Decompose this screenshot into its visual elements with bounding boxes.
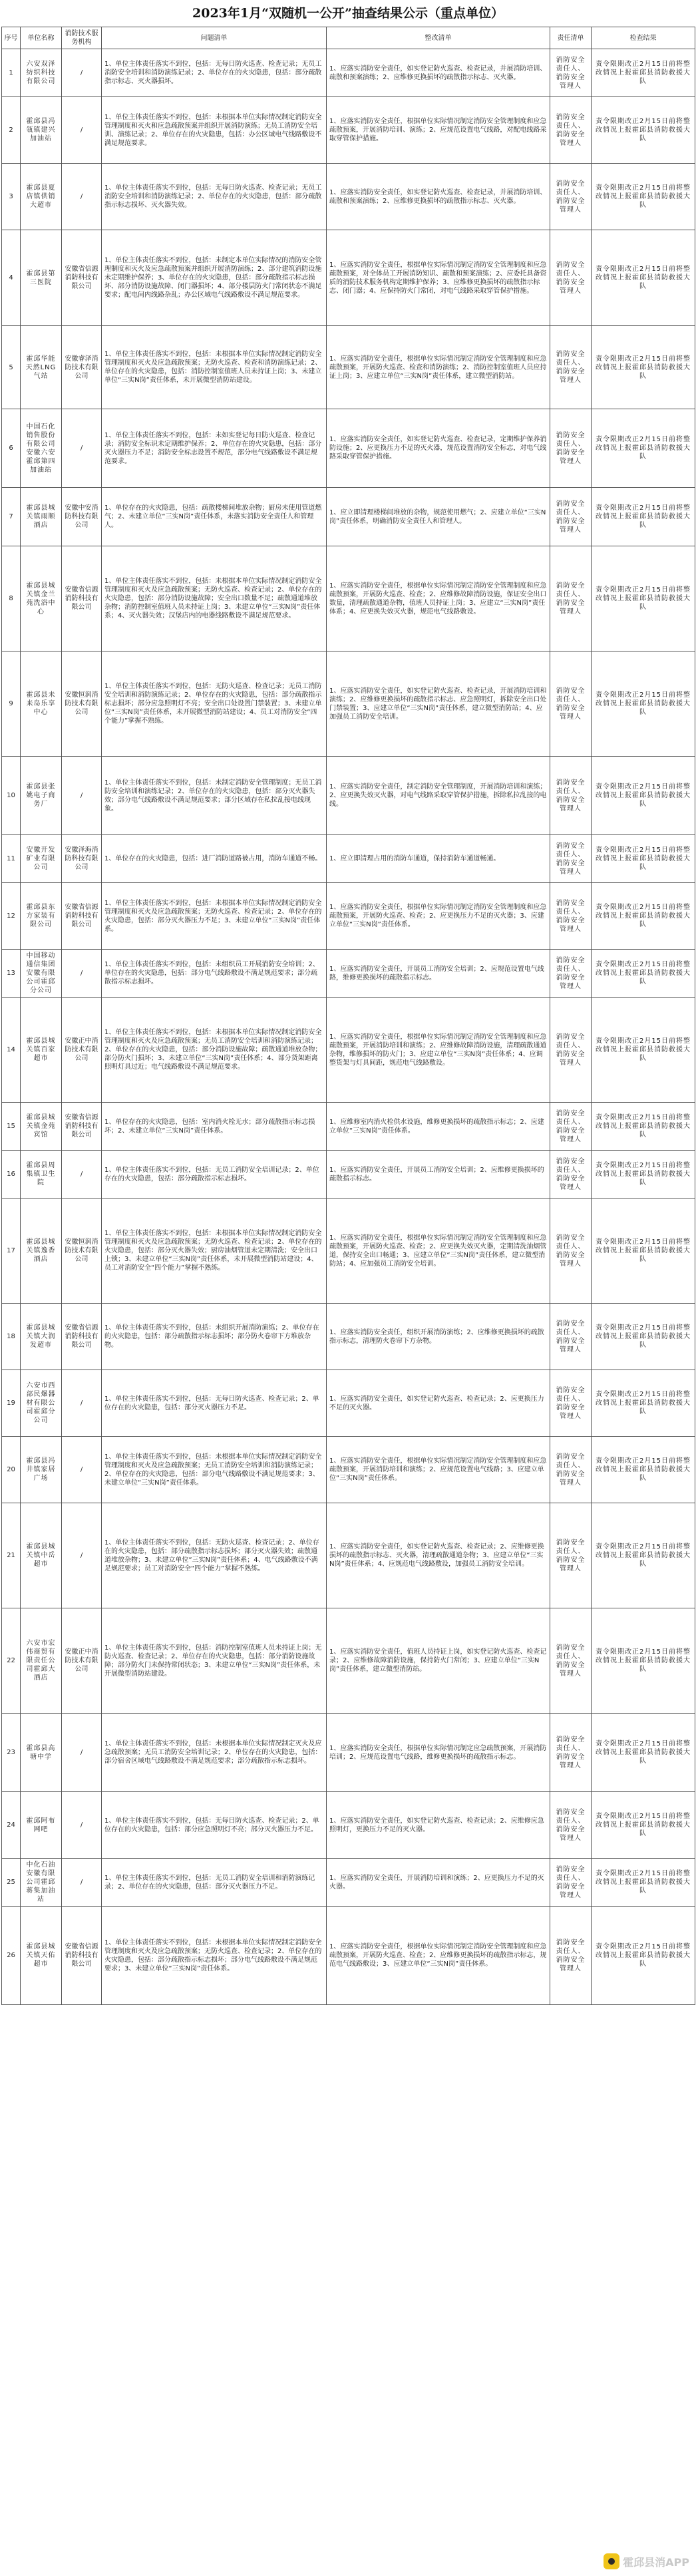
problem-list: 1、单位主体责任落实不到位，包括：无防火巡查、检查记录；无员工消防安全培训和消防演练记录；2、单位存在的火灾隐患，包括：部分疏散指示标志损坏；部分应急照明灯不亮；安全出口处设置门禁装置；3、未建立单位“三实N岗”责任体系，未开展微型消防站建设；4、员工对消防安全“四个能力”掌握不熟练。 <box>102 651 327 757</box>
unit-name: 霍邱县冯瓴镇建兴加油站 <box>21 97 62 164</box>
row-index: 20 <box>2 1437 21 1503</box>
unit-name: 霍邱县城关镇逸香酒店 <box>21 1198 62 1304</box>
service-agency: 安徽省信源消防科技有限公司 <box>62 1103 102 1151</box>
row-index: 22 <box>2 1608 21 1714</box>
problem-list: 1、单位主体责任落实不到位，包括：无每日防火巡查、检查记录；无员工消防安全培训和消防演练记录；2、单位存在的火灾隐患，包括：部分疏散指示标志损坏、灭火器失效。 <box>102 164 327 230</box>
responsibility-list: 消防安全责任人、消防安全管理人 <box>550 1103 592 1151</box>
rectification-list: 1、应落实消防安全责任，开展消防培训和演练；2、应更换压力不足的灭火器。 <box>327 1859 550 1907</box>
service-agency: / <box>62 1503 102 1608</box>
responsibility-list: 消防安全责任人、消防安全管理人 <box>550 230 592 326</box>
table-row <box>2 1198 695 1304</box>
table-row <box>2 1792 695 1859</box>
check-result: 责令限期改正2月15日前将整改情况上报霍邱县消防救援大队 <box>592 1608 695 1714</box>
row-index: 23 <box>2 1714 21 1792</box>
rectification-list: 1、应落实消防安全责任，值班人员持证上岗，如实登记防火巡查、检查记录；2、应维修故障消防设施，保持防火门常闭；3、应建立单位“三实N岗”责任体系，建立微型消防站。 <box>327 1608 550 1714</box>
row-index: 11 <box>2 835 21 883</box>
problem-list: 1、单位主体责任落实不到位，包括：未根据本单位实际情况制定消防安全管理制度和灭火及应急疏散预案；无员工消防安全培训和消防演练记录；2、单位存在的火灾隐患，包括：部分消防设施故障；疏散通道堆放杂物；部分防火门损坏；3、未建立单位“三实N岗”责任体系；4、部分货架距离照明灯具过近；电气线路敷设不满足规范要求。 <box>102 998 327 1103</box>
responsibility-list: 消防安全责任人、消防安全管理人 <box>550 1792 592 1859</box>
service-agency: / <box>62 1370 102 1437</box>
rectification-list: 1、应落实消防安全责任，根据单位实际情况制定消防安全管理制度和应急疏散预案，开展防火巡查、检查；2、应维修更换损坏的疏散指示标志，规范电气线路敷设；3、应建立单位“三实N岗”责任体系。 <box>327 1907 550 2005</box>
responsibility-list: 消防安全责任人、消防安全管理人 <box>550 409 592 488</box>
rectification-list: 1、应落实消防安全责任，如实登记防火巡查、检查记录；2、应更换压力不足的灭火器。 <box>327 1370 550 1437</box>
check-result: 责令限期改正2月15日前将整改情况上报霍邱县消防救援大队 <box>592 1907 695 2005</box>
rectification-list: 1、应落实消防安全责任，根据单位实际情况制定消防安全管理制度和应急疏散预案，对全体员工开展消防知识、疏散和预案演练；2、应委托具备资质的消防技术服务机构定期维护保养；3、应维修更换损坏的疏散指示标志、闭门器；4、应保持防火门常闭，对电气线路采取穿管保护措施。 <box>327 230 550 326</box>
service-agency: / <box>62 757 102 835</box>
check-result: 责令限期改正2月15日前将整改情况上报霍邱县消防救援大队 <box>592 1503 695 1608</box>
column-header-problems: 问题清单 <box>102 27 327 49</box>
unit-name: 中国移动通信集团安徽有限公司霍邱分公司 <box>21 950 62 998</box>
responsibility-list: 消防安全责任人、消防安全管理人 <box>550 1503 592 1608</box>
table-row <box>2 1608 695 1714</box>
unit-name: 中国石化销售股份有限公司安徽六安霍邱第四加油站 <box>21 409 62 488</box>
app-logo-icon <box>604 2553 619 2569</box>
check-result: 责令限期改正2月15日前将整改情况上报霍邱县消防救援大队 <box>592 546 695 651</box>
service-agency: 安徽恒润消防技术有限公司 <box>62 651 102 757</box>
problem-list: 1、单位主体责任落实不到位，包括：无每日防火巡查、检查记录；2、单位存在的火灾隐患，包括：部分应急照明灯不亮；部分灭火器压力不足。 <box>102 1792 327 1859</box>
unit-name: 霍邱县城关镇天佑超市 <box>21 1907 62 2005</box>
service-agency: 安徽睿泽消防技术有限公司 <box>62 326 102 409</box>
unit-name: 霍邱县城关镇雨顺酒店 <box>21 488 62 546</box>
responsibility-list: 消防安全责任人、消防安全管理人 <box>550 1370 592 1437</box>
row-index: 16 <box>2 1151 21 1198</box>
check-result: 责令限期改正2月15日前将整改情况上报霍邱县消防救援大队 <box>592 835 695 883</box>
check-result: 责令限期改正2月15日前将整改情况上报霍邱县消防救援大队 <box>592 1437 695 1503</box>
row-index: 9 <box>2 651 21 757</box>
rectification-list: 1、应落实消防安全责任，根据单位实际情况制定消防安全管理制度和应急疏散预案，开展防火巡查、检查；2、应维修故障消防设施，保证安全出口数量，清理疏散通道杂物，值班人员持证上岗；3、应建立“三实N岗”责任体系；4、应更换失效灭火器，规范电气线路敷设。 <box>327 546 550 651</box>
unit-name: 霍邱县冯井镇家居广场 <box>21 1437 62 1503</box>
rectification-list: 1、应立即清理占用的消防车通道，保持消防车通道畅通。 <box>327 835 550 883</box>
check-result: 责令限期改正2月15日前将整改情况上报霍邱县消防救援大队 <box>592 883 695 950</box>
problem-list: 1、单位主体责任落实不到位，包括：未组织开展消防演练；2、单位存在的火灾隐患，包括：部分疏散指示标志损坏；部分防火卷帘下方堆放杂物。 <box>102 1304 327 1370</box>
table-row <box>2 1859 695 1907</box>
check-result: 责令限期改正2月15日前将整改情况上报霍邱县消防救援大队 <box>592 1304 695 1370</box>
service-agency: 安徽省信源消防科技有限公司 <box>62 883 102 950</box>
problem-list: 1、单位主体责任落实不到位，包括：未根据本单位实际情况制定消防安全管理制度和灭火和应急疏散预案并组织开展消防演练；无员工消防安全培训、演练记录；2、单位存在的火灾隐患，包括：办公区域电气线路敷设不满足规范要求。 <box>102 97 327 164</box>
table-row <box>2 546 695 651</box>
responsibility-list: 消防安全责任人、消防安全管理人 <box>550 998 592 1103</box>
check-result: 责令限期改正2月15日前将整改情况上报霍邱县消防救援大队 <box>592 1370 695 1437</box>
rectification-list: 1、应落实消防安全责任，如实登记防火巡查、检查记录，定期维护保养消防设施；2、应更换压力不足的灭火器，规范设置消防安全标志，对电气线路采取穿管保护措施。 <box>327 409 550 488</box>
table-row <box>2 998 695 1103</box>
responsibility-list: 消防安全责任人、消防安全管理人 <box>550 1714 592 1792</box>
rectification-list: 1、应落实消防安全责任，根据单位实际情况制定消防安全管理制度和应急疏散预案，开展防火巡查、检查；2、应更换压力不足的灭火器；3、应建立单位“三实N岗”责任体系。 <box>327 883 550 950</box>
row-index: 2 <box>2 97 21 164</box>
responsibility-list: 消防安全责任人、消防安全管理人 <box>550 1151 592 1198</box>
check-result: 责令限期改正2月15日前将整改情况上报霍邱县消防救援大队 <box>592 1792 695 1859</box>
unit-name: 霍邱县夏店镇供销大超市 <box>21 164 62 230</box>
responsibility-list: 消防安全责任人、消防安全管理人 <box>550 1198 592 1304</box>
row-index: 19 <box>2 1370 21 1437</box>
responsibility-list: 消防安全责任人、消防安全管理人 <box>550 1437 592 1503</box>
row-index: 13 <box>2 950 21 998</box>
table-row <box>2 1503 695 1608</box>
service-agency: 安徽省信源消防科技有限公司 <box>62 1304 102 1370</box>
service-agency: 安徽省信源消防科技有限公司 <box>62 546 102 651</box>
problem-list: 1、单位主体责任落实不到位，包括：无每日防火巡查、检查记录；无员工消防安全培训和消防演练记录；2、单位存在的火灾隐患，包括：部分疏散指示标志、灭火器损坏。 <box>102 49 327 97</box>
responsibility-list: 消防安全责任人、消防安全管理人 <box>550 1304 592 1370</box>
column-header-rectification: 整改清单 <box>327 27 550 49</box>
problem-list: 1、单位主体责任落实不到位，包括：无员工消防安全培训记录；2、单位存在的火灾隐患，包括：部分疏散指示标志损坏。 <box>102 1151 327 1198</box>
row-index: 3 <box>2 164 21 230</box>
row-index: 25 <box>2 1859 21 1907</box>
problem-list: 1、单位主体责任落实不到位，包括：无每日防火巡查、检查记录；2、单位存在的火灾隐患，包括：部分灭火器压力不足。 <box>102 1370 327 1437</box>
service-agency: 安徽泽海消防科技有限公司 <box>62 835 102 883</box>
check-result: 责令限期改正2月15日前将整改情况上报霍邱县消防救援大队 <box>592 49 695 97</box>
unit-name: 六安市宏伟商贸有限责任公司霍邱大酒店 <box>21 1608 62 1714</box>
row-index: 6 <box>2 409 21 488</box>
column-header-result: 检查结果 <box>592 27 695 49</box>
rectification-list: 1、应落实消防安全责任，组织开展消防演练；2、应维修更换损坏的疏散指示标志，清理防火卷帘下方杂物。 <box>327 1304 550 1370</box>
problem-list: 1、单位主体责任落实不到位，包括：未根据本单位实际情况制定消防安全管理制度和灭火及应急疏散预案；无防火巡查、检查记录；2、单位存在的火灾隐患，包括：部分疏散指示标志损坏；部分电气线路敷设不满足规范要求；3、未建立单位“三实N岗”责任体系。 <box>102 1907 327 2005</box>
row-index: 15 <box>2 1103 21 1151</box>
rectification-list: 1、应落实消防安全责任，开展员工消防安全培训；2、应规范设置电气线路，维修更换损坏的疏散指示标志。 <box>327 950 550 998</box>
unit-name: 霍邱县未来岛乐享中心 <box>21 651 62 757</box>
page-title: 2023年1月“双随机一公开”抽查结果公示（重点单位） <box>192 6 504 21</box>
check-result: 责令限期改正2月15日前将整改情况上报霍邱县消防救援大队 <box>592 1198 695 1304</box>
rectification-list: 1、应落实消防安全责任，开展员工消防安全培训；2、应维修更换损坏的疏散指示标志。 <box>327 1151 550 1198</box>
service-agency: / <box>62 49 102 97</box>
table-row <box>2 230 695 326</box>
table-row <box>2 883 695 950</box>
problem-list: 1、单位主体责任落实不到位，包括：未根据本单位实际情况制定消防安全管理制度和灭火及应急疏散预案；无防火巡查、检查记录；2、单位存在的火灾隐患，包括：部分消防设施故障；安全出口数量不足；疏散通道堆放杂物；消防控制室值班人员未持证上岗；3、未建立单位“三实N岗”责任体系；4、灭火器失效；汉堡店内的电器线路敷设不满足规范要求。 <box>102 546 327 651</box>
responsibility-list: 消防安全责任人、消防安全管理人 <box>550 1907 592 2005</box>
service-agency: / <box>62 1859 102 1907</box>
rectification-list: 1、应落实消防安全责任，根据单位实际情况制定消防安全管理制度和应急疏散预案，开展消防培训和演练；2、应规范设置电气线路；3、应建立单位“三实N岗”责任体系。 <box>327 1437 550 1503</box>
check-result: 责令限期改正2月15日前将整改情况上报霍邱县消防救援大队 <box>592 1714 695 1792</box>
unit-name: 六安双泽纺织科技有限公司 <box>21 49 62 97</box>
responsibility-list: 消防安全责任人、消防安全管理人 <box>550 950 592 998</box>
column-header-unit: 单位名称 <box>21 27 62 49</box>
rectification-list: 1、应落实消防安全责任，根据单位实际情况制定消防安全管理制度和应急疏散预案，开展消防培训和演练；2、应维修故障消防设施，清理疏散通道杂物，维修损坏的防火门；3、应建立单位“三实N岗”责任体系；4、应调整货架与灯具间距，规范电气线路敷设。 <box>327 998 550 1103</box>
check-result: 责令限期改正2月15日前将整改情况上报霍邱县消防救援大队 <box>592 97 695 164</box>
row-index: 12 <box>2 883 21 950</box>
check-result: 责令限期改正2月15日前将整改情况上报霍邱县消防救援大队 <box>592 950 695 998</box>
row-index: 8 <box>2 546 21 651</box>
table-row <box>2 1370 695 1437</box>
row-index: 5 <box>2 326 21 409</box>
table-row <box>2 1907 695 2005</box>
check-result: 责令限期改正2月15日前将整改情况上报霍邱县消防救援大队 <box>592 230 695 326</box>
rectification-list: 1、应落实消防安全责任，根据单位实际情况制定消防安全管理制度和应急疏散预案，开展防火巡查、检查和消防演练；2、消防控制室值班人员应持证上岗；3、应建立单位“三实N岗”责任体系，建立微型消防站。 <box>327 326 550 409</box>
table-body <box>2 49 695 2005</box>
responsibility-list: 消防安全责任人、消防安全管理人 <box>550 835 592 883</box>
responsibility-list: 消防安全责任人、消防安全管理人 <box>550 883 592 950</box>
table-row <box>2 950 695 998</box>
service-agency: 安徽正中消防技术有限公司 <box>62 998 102 1103</box>
responsibility-list: 消防安全责任人、消防安全管理人 <box>550 49 592 97</box>
service-agency: / <box>62 1151 102 1198</box>
rectification-list: 1、应落实消防安全责任，如实登记防火巡查、检查记录，并展消防培训、疏散和预案演练；2、应维修更换损坏的疏散指示标志、灭火器。 <box>327 164 550 230</box>
unit-name: 霍邱县城关镇金兰苑洗浴中心 <box>21 546 62 651</box>
table-row <box>2 97 695 164</box>
responsibility-list: 消防安全责任人、消防安全管理人 <box>550 1608 592 1714</box>
row-index: 4 <box>2 230 21 326</box>
row-index: 24 <box>2 1792 21 1859</box>
responsibility-list: 消防安全责任人、消防安全管理人 <box>550 651 592 757</box>
unit-name: 霍邱县城关镇中岳超市 <box>21 1503 62 1608</box>
row-index: 7 <box>2 488 21 546</box>
problem-list: 1、单位主体责任落实不到位，包括：未根据本单位实际情况制定消防安全管理制度和灭火及应急疏散预案；无防火巡查、检查记录；2、单位存在的火灾隐患，包括：部分灭火器失效；厨房油烟管道未定期清洗；安全出口上锁；3、未建立单位“三实N岗”责任体系，未开展微型消防站建设；4、员工对消防安全“四个能力”掌握不熟练。 <box>102 1198 327 1304</box>
watermark <box>604 2553 689 2569</box>
unit-name: 霍邱县周集镇卫生院 <box>21 1151 62 1198</box>
problem-list: 1、单位主体责任落实不到位，包括：未组织员工开展消防安全培训；2、单位存在的火灾隐患，包括：部分电气线路敷设不满足规范要求；部分疏散指示标志损坏。 <box>102 950 327 998</box>
row-index: 14 <box>2 998 21 1103</box>
check-result: 责令限期改正2月15日前将整改情况上报霍邱县消防救援大队 <box>592 164 695 230</box>
responsibility-list: 消防安全责任人、消防安全管理人 <box>550 326 592 409</box>
rectification-list: 1、应落实消防安全责任，根据单位实际情况制定消防安全管理制度和应急疏散预案，开展消防培训、演练；2、应规范设置电气线路，对配电线路采取穿管保护措施。 <box>327 97 550 164</box>
problem-list: 1、单位主体责任落实不到位，包括：未根据本单位实际情况制定灭火及应急疏散预案；无员工消防安全培训记录；2、单位存在的火灾隐患，包括：部分宿舍区域电气线路敷设不满足规范要求；部分疏散指示标志损坏。 <box>102 1714 327 1792</box>
problem-list: 1、单位主体责任落实不到位，包括：未根据本单位实际情况制定消防安全管理制度和灭火及应急疏散预案；无防火巡查、检查记录；2、单位存在的火灾隐患，包括：部分灭火器压力不足；3、未建立单位“三实N岗”责任体系。 <box>102 883 327 950</box>
responsibility-list: 消防安全责任人、消防安全管理人 <box>550 757 592 835</box>
unit-name: 霍邱县城关镇百家超市 <box>21 998 62 1103</box>
column-header-service: 消防技术服务机构 <box>62 27 102 49</box>
unit-name: 霍邱县高塘中学 <box>21 1714 62 1792</box>
inspection-results-table <box>1 27 695 2005</box>
row-index: 26 <box>2 1907 21 2005</box>
responsibility-list: 消防安全责任人、消防安全管理人 <box>550 97 592 164</box>
unit-name: 霍邱华能天然LNG气站 <box>21 326 62 409</box>
rectification-list: 1、应落实消防安全责任，根据单位实际情况制定消防安全管理制度和应急疏散预案，开展防火巡查、检查；2、应更换失效灭火器，定期清洗油烟管道，保持安全出口畅通；3、应建立单位“三实N岗”责任体系，建立微型消防站；4、应加强员工消防安全培训。 <box>327 1198 550 1304</box>
responsibility-list: 消防安全责任人、消防安全管理人 <box>550 1859 592 1907</box>
table-row <box>2 651 695 757</box>
problem-list: 1、单位主体责任落实不到位，包括：无防火巡查、检查记录；2、单位存在的火灾隐患，包括：部分疏散指示标志损坏；部分灭火器失效；疏散通道堆放杂物；3、未建立单位“三实N岗”责任体系；4、电气线路敷设不满足规范要求；员工对消防安全“四个能力”掌握不熟练。 <box>102 1503 327 1608</box>
service-agency: 安徽省信源消防科技有限公司 <box>62 230 102 326</box>
row-index: 1 <box>2 49 21 97</box>
rectification-list: 1、应立即清理楼梯间堆放的杂物，规范使用燃气；2、应建立单位“三实N岗”责任体系，明确消防安全责任人和管理人。 <box>327 488 550 546</box>
table-row <box>2 1103 695 1151</box>
table-row <box>2 488 695 546</box>
check-result: 责令限期改正2月15日前将整改情况上报霍邱县消防救援大队 <box>592 409 695 488</box>
check-result: 责令限期改正2月15日前将整改情况上报霍邱县消防救援大队 <box>592 326 695 409</box>
service-agency: 安徽正中消防技术有限公司 <box>62 1608 102 1714</box>
responsibility-list: 消防安全责任人、消防安全管理人 <box>550 164 592 230</box>
rectification-list: 1、应落实消防安全责任，制定消防安全管理制度，开展消防培训和演练；2、应更换失效灭火器，对电气线路采取穿管保护措施，拆除私拉乱接的电线。 <box>327 757 550 835</box>
rectification-list: 1、应落实消防安全责任，如实登记防火巡查、检查记录；2、应维修更换损坏的疏散指示标志、灭火器，清理疏散通道杂物；3、应建立单位“三实N岗”责任体系；4、应规范电气线路敷设，加强员工消防安全培训。 <box>327 1503 550 1608</box>
service-agency: / <box>62 1792 102 1859</box>
problem-list: 1、单位主体责任落实不到位，包括：未制定本单位实际情况的消防安全管理制度和灭火及应急疏散预案并组织开展消防演练；2、部分建筑消防设施未定期维护保养；3、单位存在的火灾隐患，包括：部分疏散指示标志损坏、部分消防设施故障、闭门器损坏；4、部分楼层防火门常闭状态不满足要求；配电间内线路杂乱；办公区域电气线路敷设不满足规范要求。 <box>102 230 327 326</box>
unit-name: 六安市西部民爆器材有限公司霍邱分公司 <box>21 1370 62 1437</box>
rectification-list: 1、应落实消防安全责任，根据单位实际情况制定应急疏散预案，开展消防培训；2、应规范设置电气线路，维修更换损坏的疏散指示标志。 <box>327 1714 550 1792</box>
rectification-list: 1、应落实消防安全责任，如实登记防火巡查、检查记录，开展消防培训和演练；2、应维修更换损坏的疏散指示标志、应急照明灯，拆除安全出口处门禁装置；3、应建立单位“三实N岗”责任体系，建立微型消防站；4、应加强员工消防安全培训。 <box>327 651 550 757</box>
table-row <box>2 326 695 409</box>
row-index: 17 <box>2 1198 21 1304</box>
problem-list: 1、单位主体责任落实不到位，包括：未制定消防安全管理制度；无员工消防安全培训和演练记录；2、单位存在的火灾隐患，包括：部分灭火器失效；部分电气线路敷设不满足规范要求；部分区域存在私拉乱接电线现象。 <box>102 757 327 835</box>
table-row <box>2 1304 695 1370</box>
table-header-row <box>2 27 695 49</box>
problem-list: 1、单位存在的火灾隐患，包括：进厂消防道路被占用，消防车通道不畅。 <box>102 835 327 883</box>
service-agency: / <box>62 1714 102 1792</box>
service-agency: 安徽中安消防科技有限公司 <box>62 488 102 546</box>
service-agency: / <box>62 409 102 488</box>
service-agency: / <box>62 1437 102 1503</box>
check-result: 责令限期改正2月15日前将整改情况上报霍邱县消防救援大队 <box>592 651 695 757</box>
problem-list: 1、单位主体责任落实不到位，包括：消防控制室值班人员未持证上岗；无防火巡查、检查记录；2、单位存在的火灾隐患，包括：部分消防设施故障；部分防火门未保持常闭状态；3、未建立单位“三实N岗”责任体系，未开展微型消防站建设。 <box>102 1608 327 1714</box>
problem-list: 1、单位存在的火灾隐患，包括：疏散楼梯间堆放杂物；厨房未使用管道燃气；2、未建立单位“三实N岗”责任体系，未落实消防安全责任人和管理人。 <box>102 488 327 546</box>
unit-name: 中化石油安徽有限公司霍邱蒋集加油站 <box>21 1859 62 1907</box>
responsibility-list: 消防安全责任人、消防安全管理人 <box>550 546 592 651</box>
unit-name: 霍邱县城关镇大润发超市 <box>21 1304 62 1370</box>
check-result: 责令限期改正2月15日前将整改情况上报霍邱县消防救援大队 <box>592 1151 695 1198</box>
service-agency: / <box>62 950 102 998</box>
column-header-responsibility: 责任清单 <box>550 27 592 49</box>
service-agency: / <box>62 164 102 230</box>
rectification-list: 1、应落实消防安全责任，如实登记防火巡查、检查记录；2、应维修应急照明灯，更换压力不足的灭火器。 <box>327 1792 550 1859</box>
rectification-list: 1、应落实消防安全责任，如实登记防火巡查、检查记录，并展消防培训、疏散和预案演练；2、应维修更换损坏的疏散指示标志、灭火器。 <box>327 49 550 97</box>
table-row <box>2 49 695 97</box>
service-agency: / <box>62 97 102 164</box>
service-agency: 安徽恒润消防技术有限公司 <box>62 1198 102 1304</box>
unit-name: 安徽开发矿业有限公司 <box>21 835 62 883</box>
table-row <box>2 1437 695 1503</box>
row-index: 18 <box>2 1304 21 1370</box>
check-result: 责令限期改正2月15日前将整改情况上报霍邱县消防救援大队 <box>592 998 695 1103</box>
unit-name: 霍邱县城关镇金苑宾馆 <box>21 1103 62 1151</box>
responsibility-list: 消防安全责任人、消防安全管理人 <box>550 488 592 546</box>
table-row <box>2 835 695 883</box>
unit-name: 霍邱县第三医院 <box>21 230 62 326</box>
unit-name: 霍邱阿布网吧 <box>21 1792 62 1859</box>
problem-list: 1、单位主体责任落实不到位，包括：未根据本单位实际情况制定消防安全管理制度和灭火及应急疏散预案；无员工消防安全培训和消防演练记录；2、单位存在的火灾隐患，包括：部分电气线路敷设不满足规范要求；3、未建立单位“三实N岗”责任体系。 <box>102 1437 327 1503</box>
table-row <box>2 1151 695 1198</box>
table-row <box>2 409 695 488</box>
problem-list: 1、单位存在的火灾隐患，包括：室内消火栓无水；部分疏散指示标志损坏；2、未建立单位“三实N岗”责任体系。 <box>102 1103 327 1151</box>
problem-list: 1、单位主体责任落实不到位，包括：未根据本单位实际情况制定消防安全管理制度和灭火及应急疏散预案；无防火巡查、检查和消防演练记录；2、单位存在的火灾隐患，包括：消防控制室值班人员未持证上岗；3、未建立单位“三实N岗”责任体系，未开展微型消防站建设。 <box>102 326 327 409</box>
problem-list: 1、单位主体责任落实不到位，包括：未如实登记每日防火巡查、检查记录；消防安全标识未定期维护保养；2、单位存在的火灾隐患，包括：部分灭火器压力不足；消防安全标志设置不规范，部分电气线路敷设不满足规范要求。 <box>102 409 327 488</box>
table-row <box>2 1714 695 1792</box>
service-agency: 安徽省信源消防科技有限公司 <box>62 1907 102 2005</box>
unit-name: 霍邱县东方家装有限公司 <box>21 883 62 950</box>
column-header-index: 序号 <box>2 27 21 49</box>
watermark-text: 霍邱县消APP <box>623 2555 689 2569</box>
check-result: 责令限期改正2月15日前将整改情况上报霍邱县消防救援大队 <box>592 488 695 546</box>
table-row <box>2 757 695 835</box>
check-result: 责令限期改正2月15日前将整改情况上报霍邱县消防救援大队 <box>592 757 695 835</box>
row-index: 10 <box>2 757 21 835</box>
rectification-list: 1、应维修室内消火栓供水设施，维修更换损坏的疏散指示标志；2、应建立单位“三实N岗”责任体系。 <box>327 1103 550 1151</box>
unit-name: 霍邱县张姚电子商务厂 <box>21 757 62 835</box>
check-result: 责令限期改正2月15日前将整改情况上报霍邱县消防救援大队 <box>592 1103 695 1151</box>
row-index: 21 <box>2 1503 21 1608</box>
problem-list: 1、单位主体责任落实不到位，包括：无员工消防安全培训和消防演练记录；2、单位存在的火灾隐患，包括：部分灭火器压力不足。 <box>102 1859 327 1907</box>
check-result: 责令限期改正2月15日前将整改情况上报霍邱县消防救援大队 <box>592 1859 695 1907</box>
table-row <box>2 164 695 230</box>
